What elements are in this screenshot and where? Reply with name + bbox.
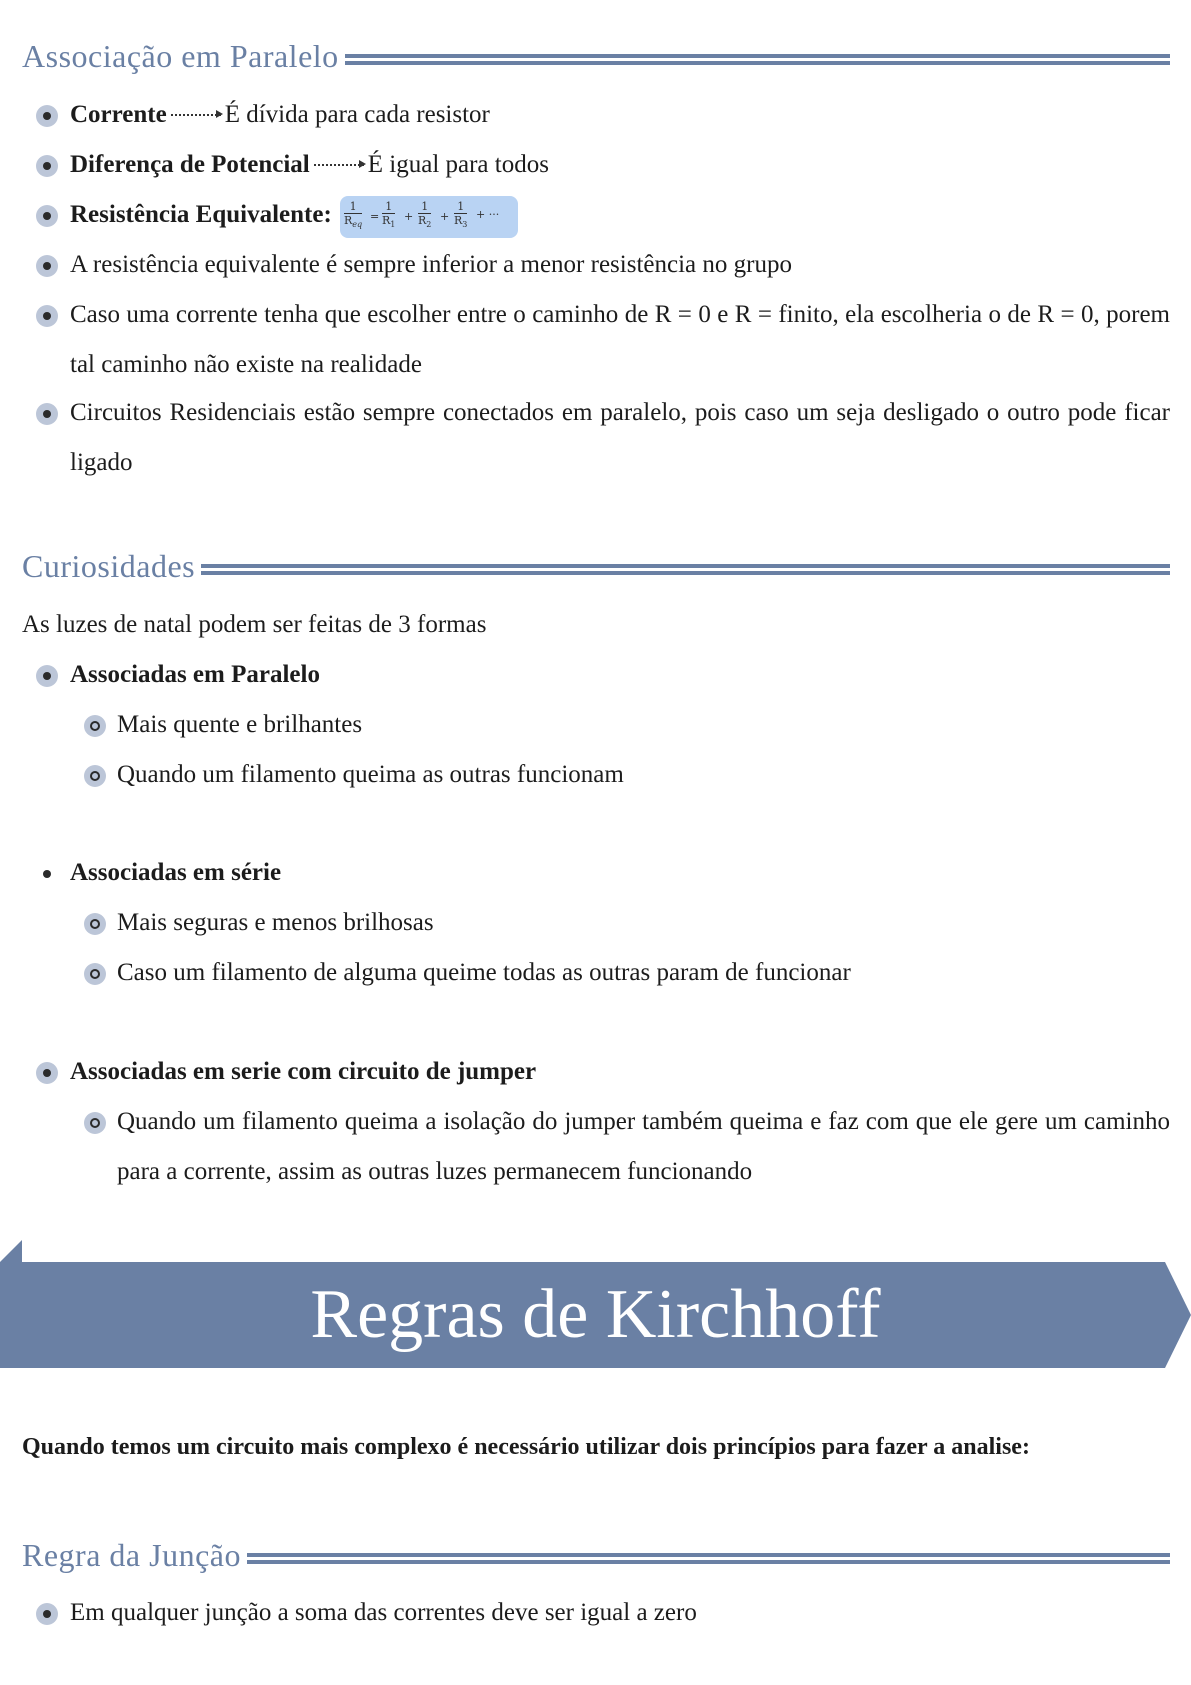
list-item-text: Circuitos Residenciais estão sempre conectados em paralelo, pois caso um seja desligado o outro pode ficar ligado — [70, 399, 1170, 476]
heading-rule — [201, 564, 1170, 575]
bullet-icon — [36, 1603, 58, 1625]
formula-term: $\frac{1}{R_2}$ — [418, 200, 432, 230]
banner-title: Regras de Kirchhoff — [310, 1276, 881, 1353]
list-item-text: Caso uma corrente tenha que escolher entre o caminho de R = 0 e R = finito, ela escolheria o de R = 0, porem tal caminho não existe na realidade — [70, 301, 1170, 378]
description: É igual para todos — [367, 151, 549, 178]
formula-lhs: 1 $R_{eq}$ — [344, 200, 363, 230]
banner-fold-icon — [0, 1240, 22, 1262]
curiosidades-intro: As luzes de natal podem ser feitas de 3 formas — [22, 611, 487, 638]
bullet-icon — [36, 105, 58, 127]
description: É dívida para cada resistor — [224, 101, 490, 128]
sub-list-item: Quando um filamento queima a isolação do jumper também queima e faz com que ele gere um caminho para a corrente, assim as outras luzes permanecem funcionando — [117, 1108, 1170, 1185]
section-heading-curiosidades — [22, 548, 1170, 585]
bullet-icon — [36, 1062, 58, 1084]
bullet-icon — [36, 665, 58, 687]
term: Corrente — [70, 101, 167, 128]
heading-rule — [345, 54, 1170, 65]
sub-bullet-icon — [84, 913, 106, 935]
equivalent-resistance-formula — [340, 196, 518, 238]
group-title: Associadas em serie com circuito de jumper — [70, 1058, 537, 1085]
sub-list-item: Mais quente e brilhantes — [117, 711, 363, 738]
bullet-icon — [36, 155, 58, 177]
list-item-text: Em qualquer junção a soma das correntes deve ser igual a zero — [70, 1599, 697, 1626]
term: Diferença de Potencial — [70, 151, 310, 178]
bullet-icon — [36, 305, 58, 327]
formula-ellipsis: + ··· — [476, 208, 500, 221]
bullet-icon — [36, 205, 58, 227]
section-title: Curiosidades — [22, 548, 196, 584]
formula-eq: = — [370, 210, 380, 223]
dotted-arrow-icon — [171, 114, 221, 118]
sub-bullet-icon — [84, 963, 106, 985]
kirchhoff-intro: Quando temos um circuito mais complexo é necessário utilizar dois princípios para fazer a analise: — [22, 1434, 1030, 1460]
formula-plus: + — [440, 210, 450, 223]
dotted-arrow-icon — [314, 164, 364, 168]
section-heading-juncao — [22, 1537, 1170, 1574]
list-item-ddp — [70, 150, 549, 180]
section-heading-paralelo — [22, 38, 1170, 75]
section-title: Associação em Paralelo — [22, 38, 339, 74]
sub-list-item: Quando um filamento queima as outras funcionam — [117, 761, 624, 788]
heading-rule — [247, 1553, 1170, 1564]
sub-bullet-icon — [84, 1112, 106, 1134]
bullet-icon — [36, 255, 58, 277]
formula-term: $\frac{1}{R_1}$ — [382, 200, 396, 230]
bullet-icon — [36, 403, 58, 425]
list-item-corrente — [70, 100, 490, 130]
formula-term: $\frac{1}{R_3}$ — [454, 200, 468, 230]
group-title: Associadas em série — [70, 859, 282, 886]
sub-bullet-icon — [84, 765, 106, 787]
list-item-resistencia-equivalente: Resistência Equivalente: — [70, 201, 332, 228]
sub-list-item: Mais seguras e menos brilhosas — [117, 909, 434, 936]
group-title: Associadas em Paralelo — [70, 661, 320, 688]
sub-bullet-icon — [84, 715, 106, 737]
formula-plus: + — [404, 210, 414, 223]
sub-list-item: Caso um filamento de alguma queime todas as outras param de funcionar — [117, 959, 851, 986]
section-title: Regra da Junção — [22, 1537, 241, 1573]
list-item-text: A resistência equivalente é sempre inferior a menor resistência no grupo — [70, 251, 792, 278]
bullet-icon — [36, 863, 58, 885]
